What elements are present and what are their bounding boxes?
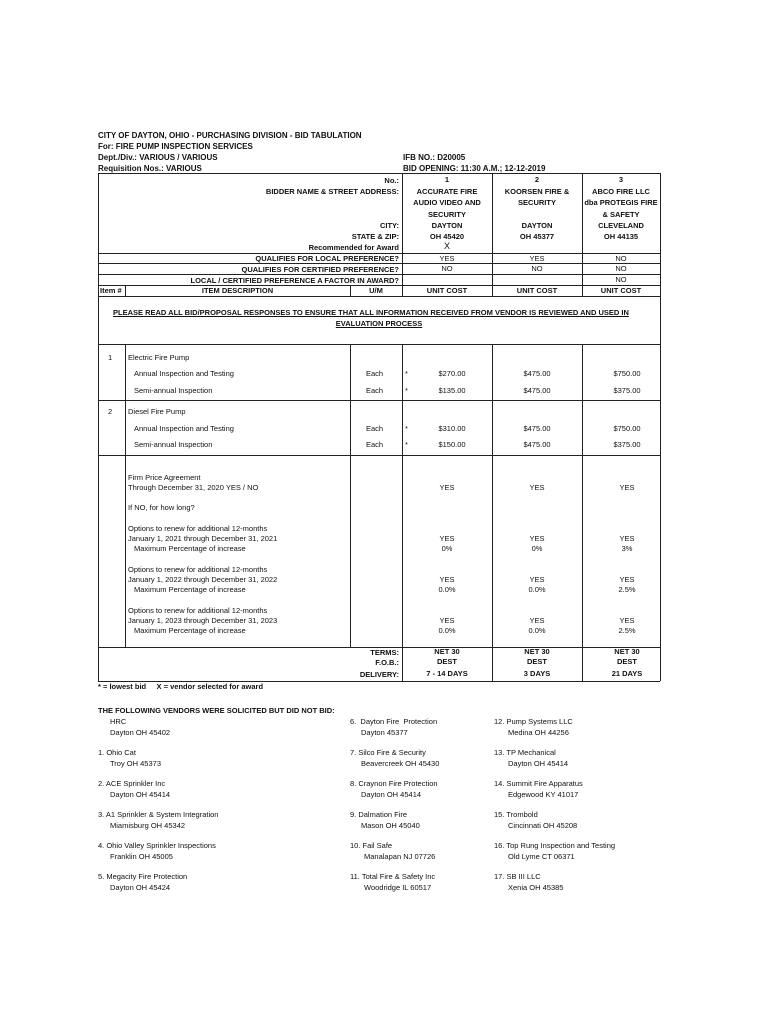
certified-preference-value: NO [441,264,453,273]
bidder-delivery: 7 - 14 DAYS [426,669,468,678]
label-local-preference: QUALIFIES FOR LOCAL PREFERENCE? [255,254,399,263]
lowest-bid-mark: * [405,386,408,395]
label-um: U/M [369,286,383,295]
bidder-number: 1 [444,175,450,184]
option-yes: YES [529,575,545,584]
legend: * = lowest bid X = vendor selected for award [98,682,264,691]
label-preference-factor: LOCAL / CERTIFIED PREFERENCE A FACTOR IN AWARD? [190,276,399,285]
bidder-fob: DEST [526,657,547,666]
bidder-name-line: & SAFETY [602,210,640,219]
certified-preference-value: NO [615,264,627,273]
vendor-name: 17. SB III LLC [494,872,541,881]
vendor-location: Edgewood KY 41017 [508,790,579,799]
bidder-name-line: ABCO FIRE LLC [592,187,650,196]
vendor-name: 1. Ohio Cat [98,748,136,757]
label-fob: F.O.B.: [375,658,399,667]
option-percentage: 0.0% [528,626,546,635]
vendor-location: Woodridge IL 60517 [364,883,432,892]
vendor-location: Dayton OH 45414 [361,790,422,799]
bidder-fob: DEST [616,657,637,666]
unit-price: $375.00 [613,440,641,449]
vendor-name: 3. A1 Sprinkler & System Integration [98,810,219,819]
vendor-name: 7. Silco Fire & Security [350,748,426,757]
vendor-location: Dayton OH 45414 [110,790,171,799]
vendor-name: 8. Craynon Fire Protection [350,779,438,788]
option-percentage: 2.5% [618,585,636,594]
vendor-name: 12. Pump Systems LLC [494,717,573,726]
label-no: No.: [384,176,399,185]
bidder-number: 2 [534,175,540,184]
firm-price-value: YES [619,483,635,492]
item-line-um: Each [366,369,384,378]
bidder-terms: NET 30 [614,647,640,656]
option-percentage: 0% [531,544,543,553]
unit-price: $310.00 [438,424,466,433]
vendor-location: Dayton OH 45402 [110,728,171,737]
label-terms: TERMS: [370,648,399,657]
vendor-location: Medina OH 44256 [508,728,569,737]
bidder-state-zip: OH 45377 [519,232,555,241]
vendor-location: Franklin OH 45005 [110,852,173,861]
option-label: Options to renew for additional 12-months [128,524,268,533]
bidder-delivery: 21 DAYS [611,669,643,678]
vendor-location: Dayton 45377 [361,728,408,737]
item-title: Diesel Fire Pump [128,407,186,416]
bidder-state-zip: OH 45420 [429,232,465,241]
option-yes: YES [439,616,455,625]
option-period: January 1, 2022 through December 31, 2022 [128,575,278,584]
bidder-name-line: SECURITY [518,198,556,207]
vendor-location: Cincinnati OH 45208 [508,821,578,830]
option-percentage: 0% [441,544,453,553]
bidder-delivery: 3 DAYS [523,669,551,678]
doc-dept: Dept./Div.: VARIOUS / VARIOUS [98,153,218,162]
label-delivery: DELIVERY: [359,670,399,679]
item-title: Electric Fire Pump [128,353,190,362]
bidder-city: CLEVELAND [598,221,644,230]
doc-requisition: Requisition Nos.: VARIOUS [98,164,202,173]
review-notice: PLEASE READ ALL BID/PROPOSAL RESPONSES TO ENSURE THAT ALL INFORMATION RECEIVED FROM VENDOR IS REVIEWED AND USED IN [113,308,629,317]
vendor-location: Old Lyme CT 06371 [508,852,575,861]
option-percentage: 0.0% [528,585,546,594]
unit-price: $375.00 [613,386,641,395]
vendor-name: 6. Dayton Fire Protection [350,717,438,726]
solicited-title: THE FOLLOWING VENDORS WERE SOLICITED BUT DID NOT BID: [98,706,335,715]
unit-cost-header: UNIT COST [516,286,558,295]
option-yes: YES [619,534,635,543]
unit-price: $475.00 [523,369,551,378]
lowest-bid-mark: * [405,440,408,449]
firm-price-value: YES [529,483,545,492]
option-percentage: 0.0% [438,585,456,594]
bidder-city: DAYTON [431,221,463,230]
vendor-name: 2. ACE Sprinkler Inc [98,779,166,788]
option-percentage: 2.5% [618,626,636,635]
option-max-increase-label: Maximum Percentage of increase [134,544,246,553]
bidder-name-line: AUDIO VIDEO AND [413,198,481,207]
option-yes: YES [529,534,545,543]
lowest-bid-mark: * [405,369,408,378]
local-preference-value: YES [529,254,545,263]
firm-price-value: YES [439,483,455,492]
bidder-name-line: dba PROTEGIS FIRE [584,198,658,207]
doc-title: CITY OF DAYTON, OHIO - PURCHASING DIVISION - BID TABULATION [98,131,362,140]
vendor-name: 9. Dalmation Fire [350,810,408,819]
bid-opening: BID OPENING: 11:30 A.M.; 12-12-2019 [403,164,546,173]
preference-factor-value: NO [615,275,627,284]
vendor-location: Manalapan NJ 07726 [364,852,436,861]
item-line-um: Each [366,386,384,395]
vendor-location: Miamisburg OH 45342 [110,821,186,830]
label-item-description: ITEM DESCRIPTION [201,286,274,295]
item-line-um: Each [366,424,384,433]
vendor-name: 13. TP Mechanical [494,748,556,757]
unit-price: $150.00 [438,440,466,449]
option-yes: YES [439,534,455,543]
bidder-fob: DEST [436,657,457,666]
vendor-name: 15. Trombold [494,810,538,819]
unit-price: $135.00 [438,386,466,395]
label-bidder-name: BIDDER NAME & STREET ADDRESS: [265,187,399,196]
option-yes: YES [619,616,635,625]
option-percentage: 3% [621,544,633,553]
option-yes: YES [619,575,635,584]
vendor-name: 5. Megacity Fire Protection [98,872,188,881]
item-line-description: Annual Inspection and Testing [134,424,234,433]
vendor-name: 4. Ohio Valley Sprinkler Inspections [98,841,216,850]
bidder-name-line: SECURITY [428,210,466,219]
option-period: January 1, 2023 through December 31, 2023 [128,616,278,625]
item-number: 2 [108,407,113,416]
vendor-name: 14. Summit Fire Apparatus [494,779,583,788]
label-state-zip: STATE & ZIP: [351,232,399,241]
vendor-name: 11. Total Fire & Safety Inc [350,872,436,881]
lowest-bid-mark: * [405,424,408,433]
unit-price: $475.00 [523,440,551,449]
label-item-number: Item # [100,286,122,295]
doc-for: For: FIRE PUMP INSPECTION SERVICES [98,142,253,151]
unit-price: $475.00 [523,386,551,395]
review-notice-line2: EVALUATION PROCESS [335,319,423,328]
bidder-terms: NET 30 [434,647,460,656]
vendor-location: Xenia OH 45385 [508,883,564,892]
bidder-name-line: KOORSEN FIRE & [504,187,570,196]
bidder-terms: NET 30 [524,647,550,656]
firm-price-period: Through December 31, 2020 YES / NO [128,483,259,492]
unit-price: $750.00 [613,369,641,378]
vendor-location: Dayton OH 45414 [508,759,569,768]
item-line-description: Annual Inspection and Testing [134,369,234,378]
local-preference-value: NO [615,254,627,263]
vendor-location: Mason OH 45040 [361,821,420,830]
item-line-um: Each [366,440,384,449]
firm-price-label: Firm Price Agreement [128,473,201,482]
option-yes: YES [439,575,455,584]
bidder-city: DAYTON [521,221,553,230]
option-max-increase-label: Maximum Percentage of increase [134,585,246,594]
unit-price: $270.00 [438,369,466,378]
ifb-number: IFB NO.: D20005 [403,153,466,162]
label-recommended: Recommended for Award [308,243,399,252]
option-max-increase-label: Maximum Percentage of increase [134,626,246,635]
label-certified-preference: QUALIFIES FOR CERTIFIED PREFERENCE? [241,265,399,274]
vendor-location: Dayton OH 45424 [110,883,171,892]
vendor-location: Beavercreek OH 45430 [361,759,440,768]
unit-price: $750.00 [613,424,641,433]
unit-cost-header: UNIT COST [600,286,642,295]
unit-price: $475.00 [523,424,551,433]
item-number: 1 [108,353,113,362]
bidder-number: 3 [618,175,624,184]
unit-cost-header: UNIT COST [426,286,468,295]
bidder-state-zip: OH 44135 [603,232,639,241]
label-city: CITY: [379,221,399,230]
bidder-name-line: ACCURATE FIRE [416,187,478,196]
vendor-name: 16. Top Rung Inspection and Testing [494,841,616,850]
vendor-name: 10. Fail Safe [350,841,393,850]
item-line-description: Semi-annual Inspection [134,386,213,395]
if-no-label: If NO, for how long? [128,503,195,512]
option-yes: YES [529,616,545,625]
option-period: January 1, 2021 through December 31, 2021 [128,534,278,543]
certified-preference-value: NO [531,264,543,273]
option-label: Options to renew for additional 12-months [128,606,268,615]
local-preference-value: YES [439,254,455,263]
vendor-location: Troy OH 45373 [110,759,161,768]
vendor-name: HRC [110,717,127,726]
option-label: Options to renew for additional 12-months [128,565,268,574]
option-percentage: 0.0% [438,626,456,635]
recommended-mark: X [443,241,450,251]
item-line-description: Semi-annual Inspection [134,440,213,449]
